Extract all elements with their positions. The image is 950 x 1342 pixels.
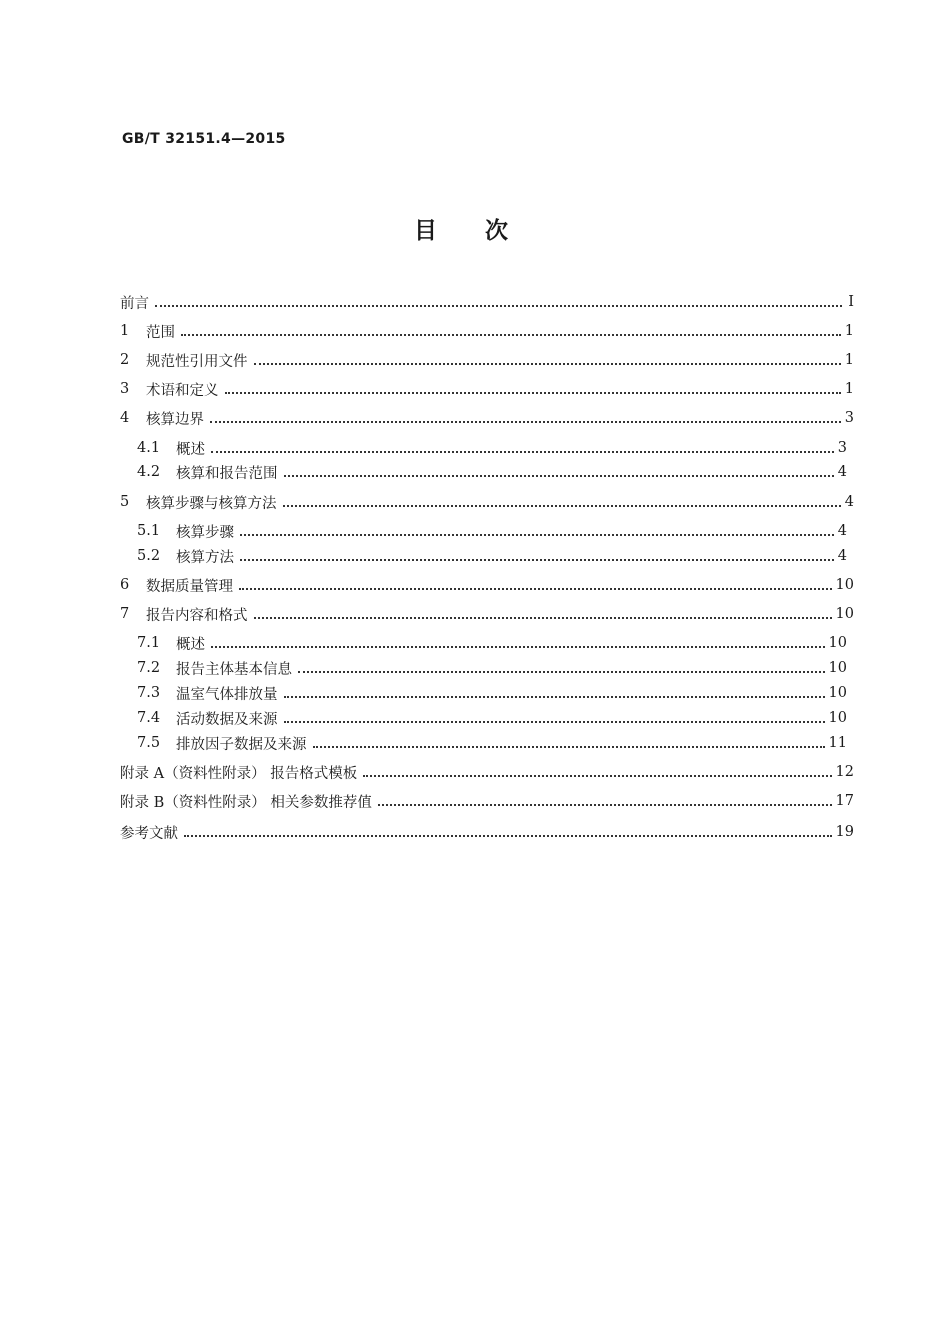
toc-entry[interactable] (137, 437, 847, 459)
toc-entry[interactable] (137, 657, 847, 679)
dot-leader (254, 363, 841, 365)
toc-entry-page: 4 (837, 523, 847, 539)
toc-entry-number: 7.3 (137, 685, 161, 701)
toc-entry-page: 10 (835, 606, 854, 622)
toc-entry-title: 温室气体排放量 (176, 686, 278, 703)
dot-leader (240, 534, 834, 536)
toc-entry-page: 17 (835, 793, 854, 809)
dot-leader (313, 746, 825, 748)
toc-entry-title: 核算方法 (176, 549, 234, 566)
toc-entry-number: 2 (120, 352, 130, 368)
dot-leader (184, 835, 832, 837)
toc-entry[interactable] (120, 761, 854, 783)
toc-entry-title: 活动数据及来源 (176, 711, 278, 728)
toc-entry-page: 1 (844, 323, 854, 339)
toc-entry[interactable] (120, 790, 854, 812)
toc-entry-title: 术语和定义 (146, 382, 219, 399)
toc-entry-page: 3 (844, 410, 854, 426)
toc-entry-title: 范围 (146, 324, 175, 341)
toc-entry-page: 3 (837, 440, 847, 456)
dot-leader (211, 646, 825, 648)
toc-entry-number: 7.1 (137, 635, 161, 651)
page-title: 目次 (414, 218, 556, 244)
toc-entry[interactable] (120, 407, 854, 429)
toc-entry-page: 10 (828, 685, 847, 701)
toc-entry-page: 19 (835, 824, 854, 840)
toc-entry[interactable] (137, 461, 847, 483)
dot-leader (284, 696, 825, 698)
toc-entry-page: 10 (828, 710, 847, 726)
toc-entry-number: 4 (120, 410, 130, 426)
toc-entry-number: 1 (120, 323, 130, 339)
toc-entry[interactable] (137, 732, 847, 754)
toc-entry[interactable] (137, 682, 847, 704)
toc-entry-title: 核算步骤 (176, 524, 234, 541)
dot-leader (284, 475, 834, 477)
toc-entry[interactable] (120, 320, 854, 342)
toc-entry-number: 5.2 (137, 548, 161, 564)
dot-leader (240, 559, 834, 561)
toc-entry-title: 核算步骤与核算方法 (146, 495, 277, 512)
toc-entry[interactable] (120, 291, 854, 313)
toc-entry-page: 10 (835, 577, 854, 593)
toc-entry-title: 报告内容和格式 (146, 607, 248, 624)
toc-entry-page: 4 (844, 494, 854, 510)
toc-entry-number: 5 (120, 494, 130, 510)
toc-entry[interactable] (120, 491, 854, 513)
toc-entry-page: 4 (837, 464, 847, 480)
toc-entry-title: 规范性引用文件 (146, 353, 248, 370)
toc-entry[interactable] (120, 574, 854, 596)
toc-entry-page: 10 (828, 635, 847, 651)
toc-entry[interactable] (120, 378, 854, 400)
dot-leader (181, 334, 841, 336)
toc-entry-page: 12 (835, 764, 854, 780)
toc-entry-number: 3 (120, 381, 130, 397)
toc-entry-title: 核算和报告范围 (176, 465, 278, 482)
toc-entry-title: 数据质量管理 (146, 578, 233, 595)
toc-entry[interactable] (120, 603, 854, 625)
toc-entry-number: 6 (120, 577, 130, 593)
toc-entry[interactable] (137, 545, 847, 567)
toc-entry-title: 参考文献 (120, 825, 178, 842)
toc-entry-number: 7 (120, 606, 130, 622)
toc-entry[interactable] (137, 707, 847, 729)
dot-leader (225, 392, 841, 394)
toc-entry-number: 7.2 (137, 660, 161, 676)
toc-entry-number: 4.1 (137, 440, 161, 456)
dot-leader (363, 775, 831, 777)
toc-entry[interactable] (137, 632, 847, 654)
toc-entry-number: 7.5 (137, 735, 161, 751)
toc-entry-page: 1 (844, 381, 854, 397)
toc-entry-title: 核算边界 (146, 411, 204, 428)
dot-leader (239, 588, 832, 590)
toc-entry[interactable] (120, 349, 854, 371)
toc-entry-title: 概述 (176, 441, 205, 458)
dot-leader (254, 617, 832, 619)
toc-entry[interactable] (120, 821, 854, 843)
toc-entry-title: 排放因子数据及来源 (176, 736, 307, 753)
dot-leader (155, 305, 842, 307)
toc-entry-title: 附录 B（资料性附录） 相关参数推荐值 (120, 794, 372, 811)
toc-entry-number: 4.2 (137, 464, 161, 480)
toc-entry-title: 概述 (176, 636, 205, 653)
toc-entry-number: 5.1 (137, 523, 161, 539)
toc-entry-page: Ⅰ (848, 294, 854, 310)
dot-leader (378, 804, 832, 806)
dot-leader (211, 451, 834, 453)
toc-entry-page: 1 (844, 352, 854, 368)
standard-number: GB/T 32151.4—2015 (122, 131, 286, 147)
toc-entry-page: 11 (828, 735, 847, 751)
toc-entry-title: 报告主体基本信息 (176, 661, 292, 678)
toc-entry-title: 附录 A（资料性附录） 报告格式模板 (120, 765, 358, 782)
toc-entry-page: 4 (837, 548, 847, 564)
dot-leader (283, 505, 841, 507)
dot-leader (284, 721, 825, 723)
toc-entry-number: 7.4 (137, 710, 161, 726)
toc-entry-page: 10 (828, 660, 847, 676)
toc-entry[interactable] (137, 520, 847, 542)
toc-entry-title: 前言 (120, 295, 149, 312)
dot-leader (210, 421, 841, 423)
dot-leader (298, 671, 825, 673)
